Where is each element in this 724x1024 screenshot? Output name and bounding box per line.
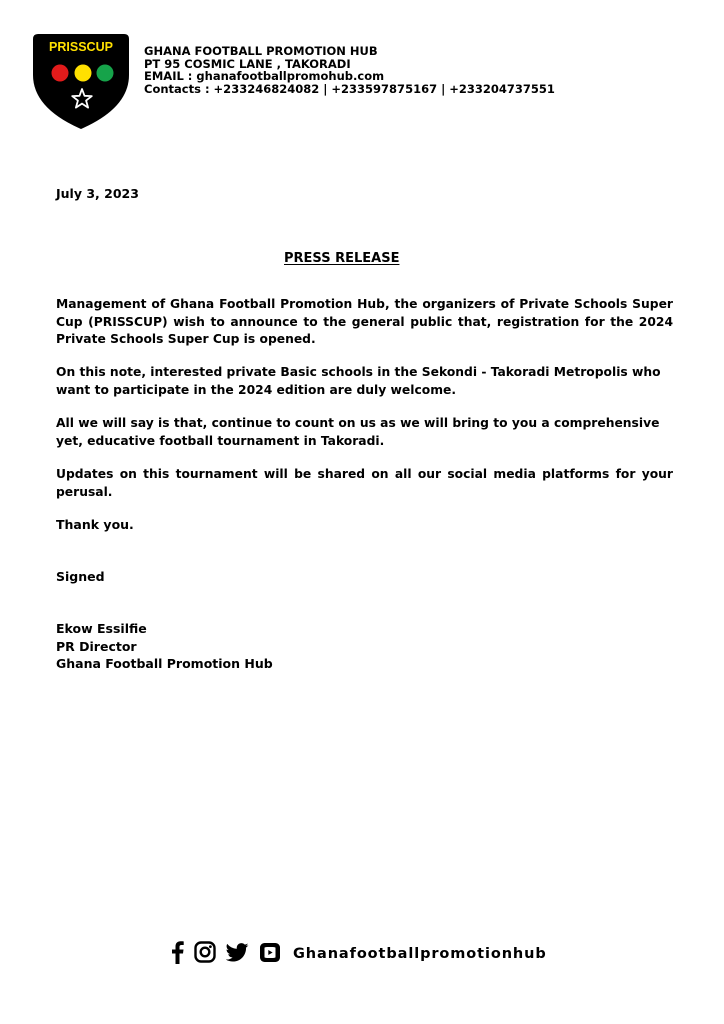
signatory-name: Ekow Essilfie xyxy=(56,621,147,636)
signature-block xyxy=(56,620,273,673)
paragraph-3: All we will say is that, continue to count on us as we will bring to you a comprehensive yet, educative football tournament in Takoradi. xyxy=(56,416,660,448)
twitter-icon xyxy=(226,943,249,966)
prisscup-logo xyxy=(32,33,130,130)
instagram-icon xyxy=(194,941,216,967)
social-handle: Ghanafootballpromotionhub xyxy=(293,946,547,962)
logo-green-dot xyxy=(97,65,114,82)
logo-text: PRISSCUP xyxy=(49,40,113,54)
logo-red-dot xyxy=(52,65,69,82)
signatory-organization: Ghana Football Promotion Hub xyxy=(56,656,273,671)
paragraph-1: Management of Ghana Football Promotion Hub, the organizers of Private Schools Super Cup (PRISSCUP) wish to announce to the general public that, registration for the 2024 Private Schools Super Cup is opened. xyxy=(56,297,673,346)
paragraph-2: On this note, interested private Basic schools in the Sekondi - Takoradi Metropolis who want to participate in the 2024 edition are duly welcome. xyxy=(56,365,661,397)
org-email: EMAIL : ghanafootballpromohub.com xyxy=(144,69,385,84)
youtube-icon xyxy=(259,942,281,967)
letterhead xyxy=(144,45,555,95)
signed-label: Signed xyxy=(56,569,105,584)
letter-date: July 3, 2023 xyxy=(56,186,139,201)
logo-yellow-dot xyxy=(75,65,92,82)
org-contacts: Contacts : +233246824082 | +233597875167 | +233204737551 xyxy=(144,81,555,96)
social-footer xyxy=(171,941,547,967)
paragraph-4: Updates on this tournament will be shared on all our social media platforms for your perusal. xyxy=(56,467,673,499)
facebook-icon xyxy=(171,940,184,968)
closing-line: Thank you. xyxy=(56,517,134,532)
org-address: PT 95 COSMIC LANE , TAKORADI xyxy=(144,56,351,71)
signatory-position: PR Director xyxy=(56,638,137,654)
org-name: GHANA FOOTBALL PROMOTION HUB xyxy=(144,44,378,58)
press-release-title: PRESS RELEASE xyxy=(284,251,400,266)
